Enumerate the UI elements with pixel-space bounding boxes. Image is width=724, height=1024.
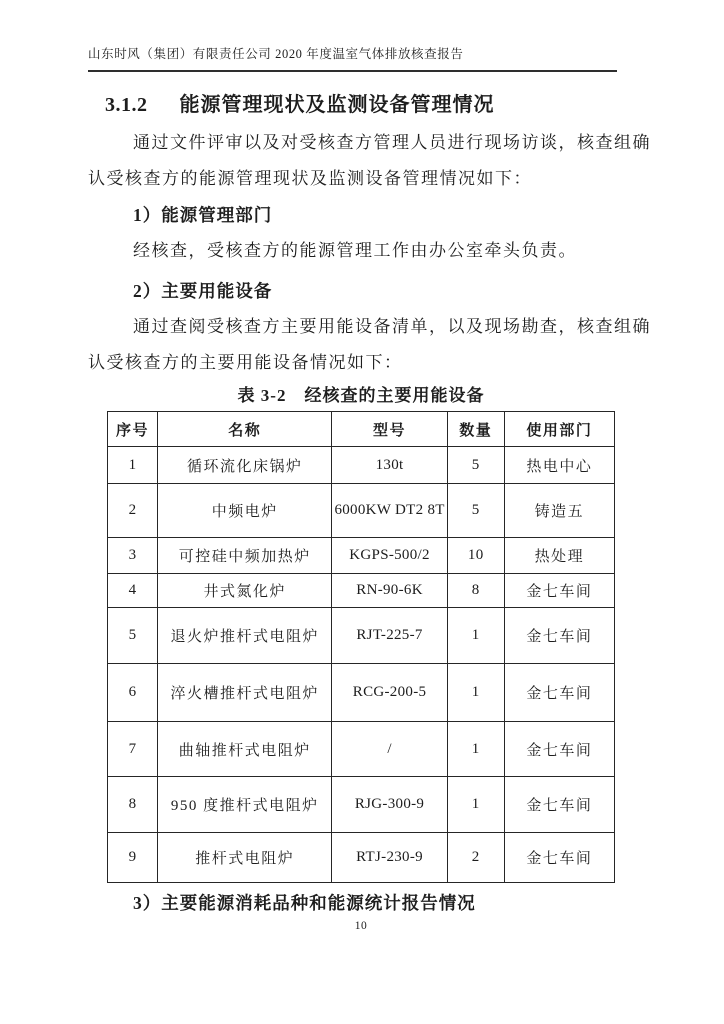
cell-quantity: 1 (447, 777, 504, 833)
cell-department: 金七车间 (504, 574, 614, 608)
cell-index: 4 (108, 574, 158, 608)
cell-model: RJG-300-9 (332, 777, 447, 833)
table-row (108, 484, 615, 538)
subheading-main-equipment: 2）主要用能设备 (133, 281, 273, 301)
cell-name: 井式氮化炉 (158, 574, 332, 608)
running-header-text: 山东时风（集团）有限责任公司 2020 年度温室气体排放核查报告 (88, 47, 464, 61)
cell-model: RJT-225-7 (332, 608, 447, 664)
column-header-department: 使用部门 (504, 412, 614, 447)
paragraph-line: 认受核查方的主要用能设备情况如下： (88, 353, 403, 372)
cell-quantity: 1 (447, 608, 504, 664)
cell-name: 淬火槽推杆式电阻炉 (158, 664, 332, 722)
cell-department: 金七车间 (504, 722, 614, 777)
column-header-quantity: 数量 (447, 412, 504, 447)
cell-name: 可控硅中频加热炉 (158, 538, 332, 574)
cell-quantity: 1 (447, 722, 504, 777)
table-caption: 表 3-2 经核查的主要用能设备 (237, 386, 485, 405)
cell-quantity: 8 (447, 574, 504, 608)
paragraph-line: 认受核查方的能源管理现状及监测设备管理情况如下： (88, 169, 532, 188)
column-header-model: 型号 (332, 412, 447, 447)
cell-model: 6000KW DT2 8T (332, 484, 447, 538)
cell-index: 7 (108, 722, 158, 777)
cell-quantity: 5 (447, 447, 504, 484)
column-header-name: 名称 (158, 412, 332, 447)
cell-model: RTJ-230-9 (332, 833, 447, 883)
cell-model: / (332, 722, 447, 777)
cell-department: 铸造五 (504, 484, 614, 538)
subheading-energy-dept: 1）能源管理部门 (133, 205, 273, 225)
cell-quantity: 10 (447, 538, 504, 574)
section-number: 3.1.2 (105, 94, 148, 116)
cell-model: KGPS-500/2 (332, 538, 447, 574)
equipment-table (107, 411, 615, 883)
table-row (108, 447, 615, 484)
cell-department: 热处理 (504, 538, 614, 574)
cell-index: 9 (108, 833, 158, 883)
cell-index: 1 (108, 447, 158, 484)
subheading-energy-consumption: 3）主要能源消耗品种和能源统计报告情况 (133, 893, 476, 913)
cell-name: 循环流化床锅炉 (158, 447, 332, 484)
cell-name: 中频电炉 (158, 484, 332, 538)
table-row (108, 608, 615, 664)
table-row (108, 777, 615, 833)
cell-department: 金七车间 (504, 664, 614, 722)
cell-name: 曲轴推杆式电阻炉 (158, 722, 332, 777)
cell-department: 热电中心 (504, 447, 614, 484)
table-row (108, 664, 615, 722)
table-header-row (108, 412, 615, 447)
cell-index: 2 (108, 484, 158, 538)
table-row (108, 574, 615, 608)
cell-quantity: 5 (447, 484, 504, 538)
table-row (108, 722, 615, 777)
cell-model: RCG-200-5 (332, 664, 447, 722)
cell-department: 金七车间 (504, 608, 614, 664)
cell-index: 6 (108, 664, 158, 722)
cell-quantity: 2 (447, 833, 504, 883)
paragraph-line: 经核查，受核查方的能源管理工作由办公室牵头负责。 (133, 241, 577, 260)
section-title: 能源管理现状及监测设备管理情况 (179, 94, 495, 116)
table-row (108, 538, 615, 574)
cell-index: 5 (108, 608, 158, 664)
paragraph-line: 通过文件评审以及对受核查方管理人员进行现场访谈，核查组确 (133, 133, 651, 152)
cell-model: RN-90-6K (332, 574, 447, 608)
cell-department: 金七车间 (504, 777, 614, 833)
cell-department: 金七车间 (504, 833, 614, 883)
cell-name: 推杆式电阻炉 (158, 833, 332, 883)
paragraph-line: 通过查阅受核查方主要用能设备清单，以及现场勘查，核查组确 (133, 317, 651, 336)
section-heading (88, 92, 634, 118)
running-header (88, 45, 617, 72)
page-number: 10 (354, 920, 368, 932)
cell-index: 3 (108, 538, 158, 574)
cell-index: 8 (108, 777, 158, 833)
cell-name: 950 度推杆式电阻炉 (158, 777, 332, 833)
cell-model: 130t (332, 447, 447, 484)
cell-name: 退火炉推杆式电阻炉 (158, 608, 332, 664)
cell-quantity: 1 (447, 664, 504, 722)
table-row (108, 833, 615, 883)
column-header-index: 序号 (108, 412, 158, 447)
